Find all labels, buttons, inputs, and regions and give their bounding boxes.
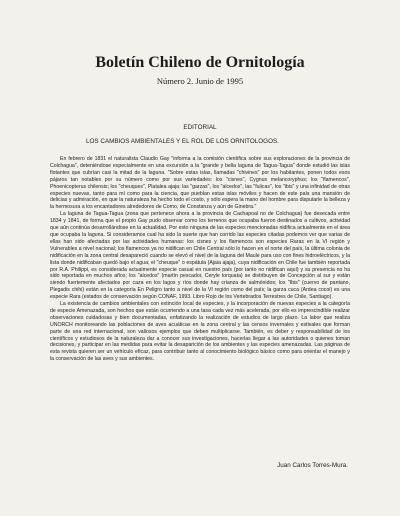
author-signature: Juan Carlos Torres-Mura. bbox=[277, 462, 348, 469]
editorial-body bbox=[50, 156, 350, 363]
journal-title: Boletín Chileno de Ornitología bbox=[95, 54, 305, 71]
section-label: EDITORIAL bbox=[183, 124, 217, 131]
paragraph-2: La laguna de Tagua-Tagua (zona que pertenece ahora a la provincia de Cachapoal no de Colchagua) fue desecada entre 1834 y 1841, de forma que el propio Gay pudo observar como los terrenos que ocupaba fueron destinados a cultivos, actividad que aún continúa desarrollándose en la actualidad. Por esto ninguna de las especies mencionadas nidifica actualmente en el área que ocupaba la laguna. Si consideramos cual ha sido la suerte que han corrido las especies citadas podemos ver que varias de ellas han sido afectadas por las actividades humanas: los cisnes y los flamencos son especies Raras en la VI región y Vulnerables a nivel nacional; los flamencos ya no nidifican en Chile Central sólo lo hacen en el norte del país, la última colonia de nidificación en la zona central desapareció cuando se elevó el nivel de la laguna del Maule para uso con fines hidroeléctricos, y la lista donde nidificaban quedó bajo el agua; el "cheuque" o espátula (Ajaia ajaja), cuya nidificación en Chile fue también reportada por R.A. Philippi, es considerada actualmente especie casual en nuestro país (por tanto no nidifican aquí) y su presencia no ha sido reportada en muchos años; los "alcedos" (martín pescador, Ceryle torquata) se distribuyen de Concepción al sur y están siendo fuertemente afectados por caza en los lagos y ríos donde hay crianza de salmónidos; los "Ibis" (cuervo de pantano, Plegadis chihi) están en la categoría En Peligro tanto a nivel de la VI región como del país; la garza cuca (Ardea cocoi) es una especie Rara (estados de conservación según CONAF, 1993. Libro Rojo de los Vertebrados Terrestres de Chile, Santiago). bbox=[50, 211, 350, 301]
editorial-headline: LOS CAMBIOS AMBIENTALES Y EL ROL DE LOS ORNITOLOGOS. bbox=[86, 138, 279, 145]
paragraph-1: En febrero de 1831 el naturalista Claudio Gay "informa a la comisión científica sobre sus exploraciones de la provincia de Colchagua", deteniéndose especialmente en una excursión a la "grande y bella laguna de Tagua-Tagua" donde estudió las islas flotantes que cubrían casi la mitad de la laguna. "Sobre estas islas, llamadas "chivines" por los habitantes, ponen todos esos pájaros tan notables por su número como por sus variedades: los "cisnes", Cygnus melancoryphus; los "flamencos", Phoenicopterus chilensis; los "cheuques", Platalea ajaja; las "garzas", los "alcedos", las "fulicas", los "ibis" y una infinidad de otras especies nuevas, tanto para mí como para la ciencia, que pueblan estas islas móviles y hacen de este país una mansión de delicias y admiración, en que la naturaleza ha hecho todo el costo, y sólo espera la mano del hombre para disputarle la belleza y la hermosura a los encantadores alrededores de Como, de Constanza y aún de Ginebra." bbox=[50, 156, 350, 211]
issue-line: Número 2. Junio de 1995 bbox=[156, 76, 244, 86]
paragraph-3: La existencia de cambios ambientales con extinción local de especies, y la incorporación de nuevas especies a la categoría de especie Amenazada, son hechos que están ocurriendo a una tasa cada vez más acelerada, por ello es imprescindible realizar observaciones cuidadosas y bien documentadas, enfatizando la realización de estudios de largo plazo. La labor que realiza UNORCH monitoreando las poblaciones de aves acuáticas en la zona central y las censos invernales y estivales que forman parte de una red internacional, son valiosos ejemplos que deben multiplicarse. También, es deber y responsabilidad de los científicos y estudiosos de la naturaleza dar a conocer sus investigaciones, hacerlas llegar a las autoridades o quienes toman decisiones, y participar en las medidas para evitar la desaparición de los ambientes y las especies amenazadas. Las páginas de esta revista quieren ser un vehículo eficaz, para contribuir tanto al conocimiento biológico básico como para orientar el manejo y la conservación de las aves y sus ambientes. bbox=[50, 301, 350, 363]
